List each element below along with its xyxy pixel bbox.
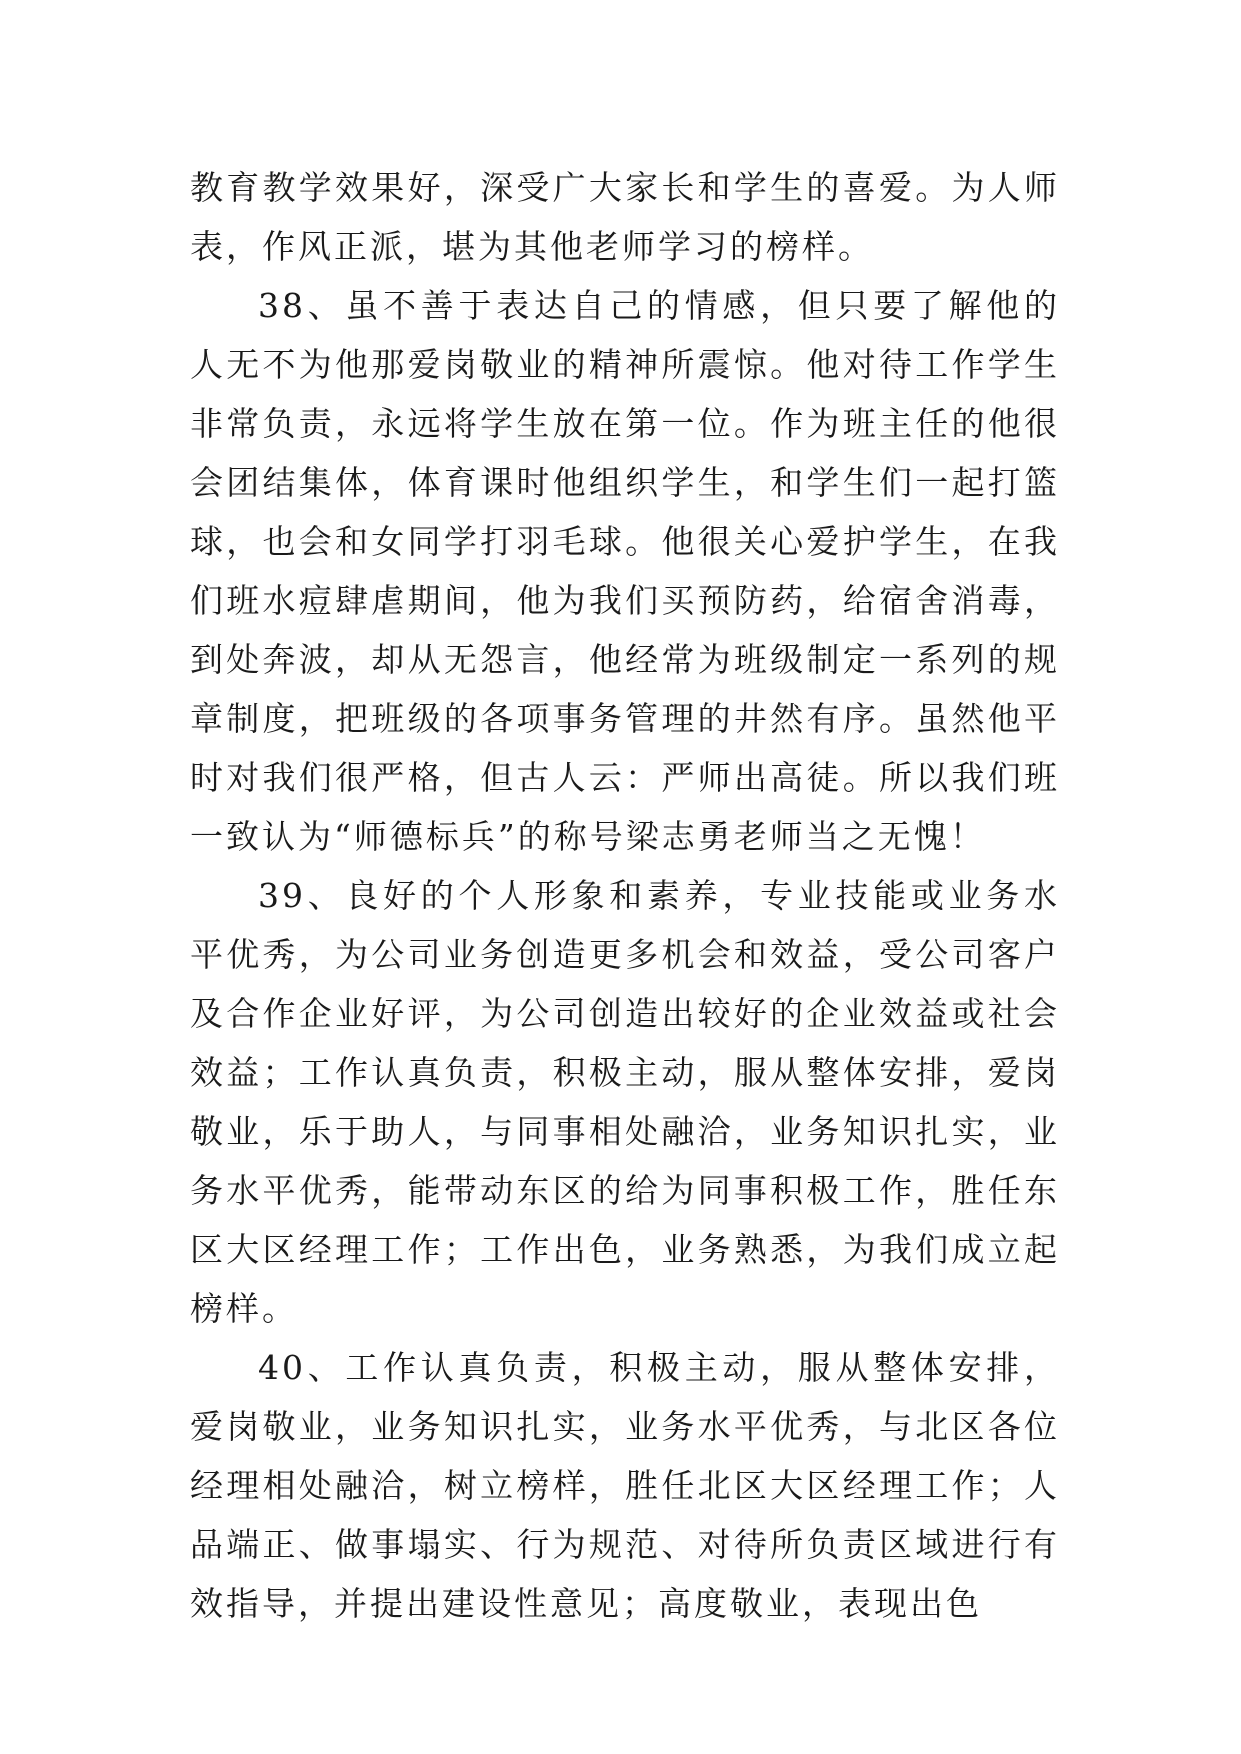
paragraph-40: 40、工作认真负责，积极主动，服从整体安排，爱岗敬业，业务知识扎实，业务水平优秀，与北区各位经理相处融洽，树立榜样，胜任北区大区经理工作；人品端正、做事塌实、行为规范、对待所负责区域进行有效指导，并提出建设性意见；高度敬业，表现出色 (190, 1348, 1060, 1623)
paragraph-39: 39、良好的个人形象和素养，专业技能或业务水平优秀，为公司业务创造更多机会和效益，受公司客户及合作企业好评，为公司创造出较好的企业效益或社会效益；工作认真负责，积极主动，服从整体安排，爱岗敬业，乐于助人，与同事相处融洽，业务知识扎实，业务水平优秀，能带动东区的给为同事积极工作，胜任东区大区经理工作；工作出色，业务熟悉，为我们成立起榜样。 (190, 876, 1060, 1328)
document-body (190, 158, 1060, 1633)
paragraph-37-continued: 教育教学效果好，深受广大家长和学生的喜爱。为人师表，作风正派，堪为其他老师学习的榜样。 (190, 168, 1060, 266)
paragraph-38: 38、虽不善于表达自己的情感，但只要了解他的人无不为他那爱岗敬业的精神所震惊。他对待工作学生非常负责，永远将学生放在第一位。作为班主任的他很会团结集体，体育课时他组织学生，和学生们一起打篮球，也会和女同学打羽毛球。他很关心爱护学生，在我们班水痘肆虐期间，他为我们买预防药，给宿舍消毒，到处奔波，却从无怨言，他经常为班级制定一系列的规章制度，把班级的各项事务管理的井然有序。虽然他平时对我们很严格，但古人云：严师出高徒。所以我们班一致认为“师德标兵”的称号梁志勇老师当之无愧！ (190, 286, 1060, 856)
